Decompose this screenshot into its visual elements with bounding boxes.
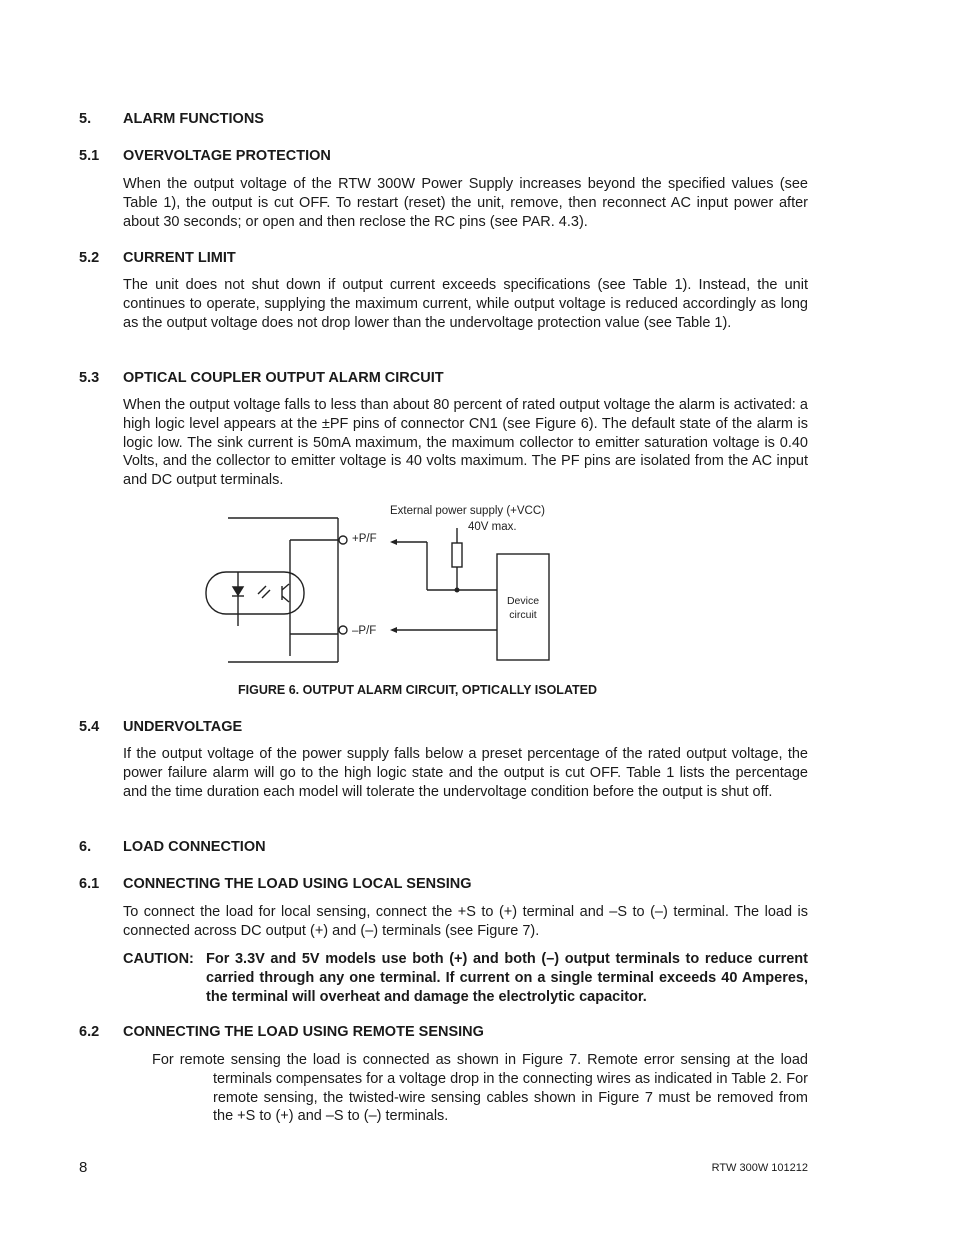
paragraph-5-1: When the output voltage of the RTW 300W Power Supply increases beyond the specified values (see Table 1), the output is cut OFF. To restart (reset) the unit, remove, then reconnect AC input power after about 30 seconds; or open and then reclose the RC pins (see PAR. 4.3). bbox=[123, 176, 808, 230]
section-title: CONNECTING THE LOAD USING REMOTE SENSING bbox=[123, 1024, 484, 1040]
section-title: LOAD CONNECTION bbox=[123, 839, 266, 855]
section-number: 5. bbox=[79, 111, 92, 127]
paragraph-5-4: If the output voltage of the power supply falls below a preset percentage of the rated output voltage, the power failure alarm will go to the high logic state and the output is cut OFF. Table 1 lists the percentage and the time duration each model will tolerate the undervoltage condition before the output is shut off. bbox=[123, 746, 808, 800]
section-title: UNDERVOLTAGE bbox=[123, 719, 243, 735]
section-number: 6.1 bbox=[79, 876, 100, 892]
section-number: 5.2 bbox=[79, 250, 100, 266]
section-title: CURRENT LIMIT bbox=[123, 250, 236, 266]
paragraph-5-2: The unit does not shut down if output current exceeds specifications (see Table 1). Instead, the unit continues to operate, supplying the maximum current, while output voltage is reduced accordingly as long as the output voltage does not drop lower than the undervoltage protection value (see Table 1). bbox=[123, 277, 808, 331]
paragraph-6-2: For remote sensing the load is connected as shown in Figure 7. Remote error sensing at the load terminals compensates for a voltage drop in the connecting wires as indicated in Table 2. For remote sensing, the twisted-wire sensing cables shown in Figure 7 must be removed from the +S to (+) and –S to (–) terminals. bbox=[152, 1052, 808, 1125]
plus-pf-label: +P/F bbox=[352, 533, 377, 545]
caution-text: For 3.3V and 5V models use both (+) and both (–) output terminals to reduce current carried through any one terminal. If current on a single terminal exceeds 40 Amperes, the terminal will overheat and damage the electrolytic capacitor. bbox=[206, 951, 808, 1005]
section-title: ALARM FUNCTIONS bbox=[123, 111, 264, 127]
minus-pf-label: –P/F bbox=[352, 625, 377, 637]
caution-label: CAUTION: bbox=[123, 951, 194, 967]
section-number: 5.3 bbox=[79, 370, 100, 386]
paragraph-5-3: When the output voltage falls to less than about 80 percent of rated output voltage the alarm is activated: a high logic level appears at the ±PF pins of connector CN1 (see Figure 6). The default state of the alarm is logic low. The sink current is 50mA maximum, the maximum collector to emitter saturation voltage is 0.40 Volts, and the collector to emitter voltage is 40 volts maximum. The PF pins are isolated from the AC input and DC output terminals. bbox=[123, 397, 808, 489]
paragraph-6-1: To connect the load for local sensing, connect the +S to (+) terminal and –S to (–) terminal. The load is connected across DC output (+) and (–) terminals (see Figure 7). bbox=[123, 904, 808, 939]
caution-note bbox=[123, 950, 808, 1006]
section-number: 5.4 bbox=[79, 719, 100, 735]
section-title: OPTICAL COUPLER OUTPUT ALARM CIRCUIT bbox=[123, 370, 444, 386]
section-number: 6.2 bbox=[79, 1024, 100, 1040]
page-number: 8 bbox=[79, 1159, 88, 1176]
output-alarm-circuit-diagram bbox=[200, 498, 580, 668]
section-number: 5.1 bbox=[79, 148, 100, 164]
supply-label: External power supply (+VCC) bbox=[390, 505, 545, 517]
device-label-line1: Device bbox=[506, 595, 540, 607]
device-label-line2: circuit bbox=[509, 609, 537, 621]
section-number: 6. bbox=[79, 839, 92, 855]
section-title: OVERVOLTAGE PROTECTION bbox=[123, 148, 331, 164]
section-title: CONNECTING THE LOAD USING LOCAL SENSING bbox=[123, 876, 472, 892]
max-voltage-label: 40V max. bbox=[468, 521, 517, 533]
figure-caption: FIGURE 6. OUTPUT ALARM CIRCUIT, OPTICALLY ISOLATED bbox=[238, 683, 598, 697]
document-id: RTW 300W 101212 bbox=[711, 1162, 808, 1174]
